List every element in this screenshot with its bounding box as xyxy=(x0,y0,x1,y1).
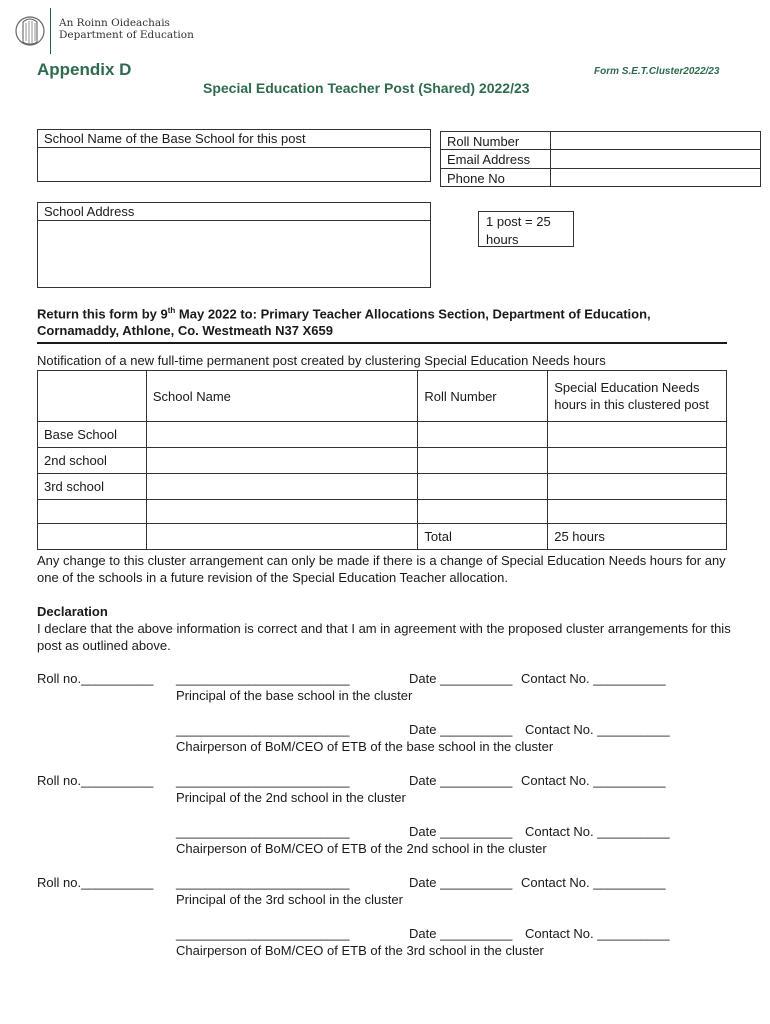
school-name-label: School Name of the Base School for this post xyxy=(44,131,306,146)
declaration-text: I declare that the above information is correct and that I am in agreement with the proposed cluster arrangements for this post as outlined above. xyxy=(37,621,731,653)
table-cell xyxy=(146,524,418,550)
table-cell[interactable] xyxy=(548,500,727,524)
table-row xyxy=(38,422,727,448)
table-header-row xyxy=(38,371,727,422)
roll-no-field[interactable]: Roll no.__________ xyxy=(37,773,154,788)
table-cell xyxy=(38,524,147,550)
total-hours: 25 hours xyxy=(548,524,727,550)
post-hours-box xyxy=(478,211,574,247)
divider xyxy=(38,220,430,221)
form-reference: Form S.E.T.Cluster2022/23 xyxy=(594,66,720,77)
roll-number-label: Roll Number xyxy=(447,134,520,149)
cluster-table xyxy=(37,370,727,550)
contact-no-field[interactable]: Contact No. __________ xyxy=(525,926,670,941)
section-rule xyxy=(37,342,727,344)
signature-caption: Principal of the 3rd school in the cluster xyxy=(176,892,403,907)
table-cell[interactable] xyxy=(38,500,147,524)
phone-field[interactable] xyxy=(551,169,760,186)
table-row xyxy=(38,448,727,474)
table-cell[interactable] xyxy=(146,500,418,524)
notification-text: Notification of a new full-time permanent post created by clustering Special Education Needs hours xyxy=(37,353,606,368)
signature-line[interactable]: ________________________ xyxy=(176,824,350,839)
roll-no-field[interactable]: Roll no.__________ xyxy=(37,875,154,890)
return-address: Cornamaddy, Athlone, Co. Westmeath N37 X659 xyxy=(37,323,333,339)
contact-no-field[interactable]: Contact No. __________ xyxy=(521,875,666,890)
contact-no-field[interactable]: Contact No. __________ xyxy=(525,722,670,737)
declaration-heading: Declaration xyxy=(37,604,108,619)
school-address-box[interactable] xyxy=(37,202,431,288)
signature-caption: Principal of the base school in the cluster xyxy=(176,688,413,703)
table-cell[interactable] xyxy=(418,422,548,448)
signature-caption: Chairperson of BoM/CEO of ETB of the 2nd school in the cluster xyxy=(176,841,547,856)
contact-no-field[interactable]: Contact No. __________ xyxy=(525,824,670,839)
logo-line-english: Department of Education xyxy=(59,29,194,41)
table-cell[interactable] xyxy=(146,448,418,474)
header-cell: Special Education Needs hours in this clustered post xyxy=(548,371,727,422)
signature-line[interactable]: ________________________ xyxy=(176,773,350,788)
school-address-label: School Address xyxy=(44,204,135,219)
table-cell[interactable] xyxy=(146,474,418,500)
signature-caption: Chairperson of BoM/CEO of ETB of the base school in the cluster xyxy=(176,739,554,754)
signature-line[interactable]: ________________________ xyxy=(176,926,350,941)
total-row xyxy=(38,524,727,550)
roll-no-field[interactable]: Roll no.__________ xyxy=(37,671,154,686)
signature-line[interactable]: ________________________ xyxy=(176,722,350,737)
contact-details-box xyxy=(440,131,761,187)
date-field[interactable]: Date __________ xyxy=(409,671,513,686)
header-cell: School Name xyxy=(146,371,418,422)
table-cell[interactable] xyxy=(548,448,727,474)
contact-no-field[interactable]: Contact No. __________ xyxy=(521,671,666,686)
signature-caption: Principal of the 2nd school in the cluster xyxy=(176,790,406,805)
date-field[interactable]: Date __________ xyxy=(409,926,513,941)
appendix-heading: Appendix D xyxy=(37,60,132,79)
total-label: Total xyxy=(418,524,548,550)
school-name-box[interactable] xyxy=(37,129,431,182)
change-note: Any change to this cluster arrangement can only be made if there is a change of Special Education Needs hours for any one of the schools in a future revision of the Special Education Teacher allocation. xyxy=(37,553,726,585)
table-cell[interactable] xyxy=(146,422,418,448)
divider xyxy=(38,147,430,148)
signature-line[interactable]: ________________________ xyxy=(176,671,350,686)
form-title: Special Education Teacher Post (Shared) 2022/23 xyxy=(203,80,530,96)
post-hours-line1: 1 post = 25 xyxy=(486,214,551,229)
signature-caption: Chairperson of BoM/CEO of ETB of the 3rd school in the cluster xyxy=(176,943,544,958)
email-field[interactable] xyxy=(551,150,760,168)
date-field[interactable]: Date __________ xyxy=(409,875,513,890)
row-label: 3rd school xyxy=(38,474,147,500)
logo-divider xyxy=(50,8,51,54)
date-field[interactable]: Date __________ xyxy=(409,722,513,737)
department-logo xyxy=(14,8,194,54)
email-label: Email Address xyxy=(447,152,531,167)
table-row xyxy=(38,474,727,500)
return-rest: May 2022 to: Primary Teacher Allocations Section, Department of Education, xyxy=(175,306,651,322)
return-prefix: Return this form by 9 xyxy=(37,306,168,322)
harp-crest-icon xyxy=(14,10,46,52)
logo-line-irish: An Roinn Oideachais xyxy=(59,17,170,29)
table-cell[interactable] xyxy=(548,422,727,448)
row-label: 2nd school xyxy=(38,448,147,474)
header-cell: Roll Number xyxy=(418,371,548,422)
post-hours-line2: hours xyxy=(486,232,519,247)
signature-line[interactable]: ________________________ xyxy=(176,875,350,890)
date-field[interactable]: Date __________ xyxy=(409,824,513,839)
table-cell[interactable] xyxy=(418,448,548,474)
table-cell[interactable] xyxy=(418,474,548,500)
table-row xyxy=(38,500,727,524)
logo-text xyxy=(59,17,194,41)
phone-label: Phone No xyxy=(447,171,505,186)
return-instructions xyxy=(37,302,737,339)
table-cell[interactable] xyxy=(418,500,548,524)
roll-number-field[interactable] xyxy=(551,132,760,149)
table-cell[interactable] xyxy=(548,474,727,500)
header-cell xyxy=(38,371,147,422)
row-label: Base School xyxy=(38,422,147,448)
contact-no-field[interactable]: Contact No. __________ xyxy=(521,773,666,788)
return-sup: th xyxy=(167,306,176,315)
date-field[interactable]: Date __________ xyxy=(409,773,513,788)
